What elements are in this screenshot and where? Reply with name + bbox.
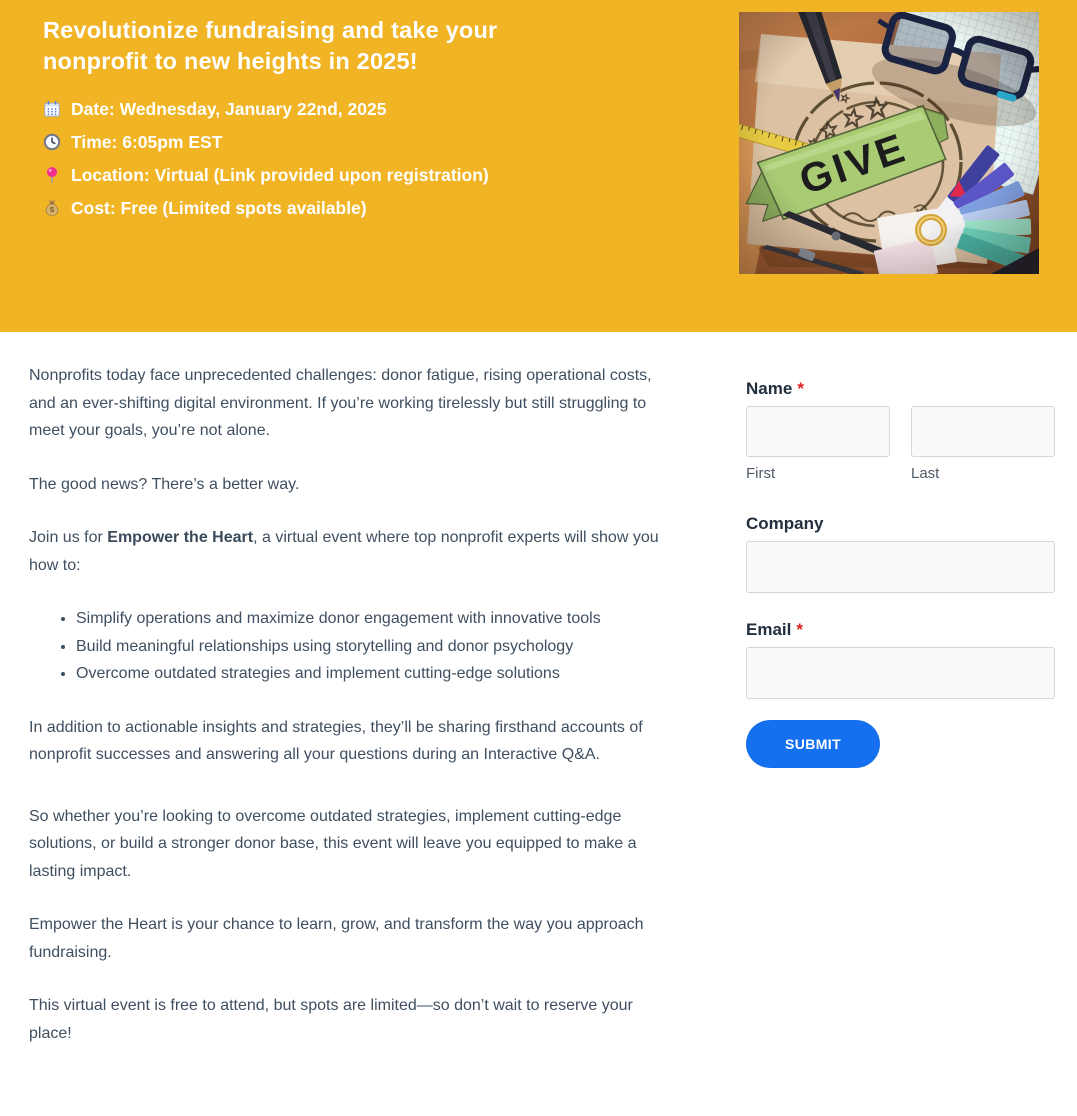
name-label: Name *	[746, 379, 804, 398]
event-name-bold: Empower the Heart	[107, 529, 254, 546]
impact-paragraph: So whether you’re looking to overcome outdated strategies, implement cutting-edge solutions, or build a stronger donor base, this event will leave you equipped to make a lasting impact.	[29, 807, 637, 880]
email-input[interactable]	[746, 647, 1055, 699]
email-field-group	[746, 619, 1055, 699]
chance-paragraph: Empower the Heart is your chance to learn, grow, and transform the way you approach fundraising.	[29, 916, 644, 961]
hero-image	[739, 12, 1039, 274]
join-us-prefix: Join us for	[29, 529, 108, 546]
intro-paragraph: Nonprofits today face unprecedented challenges: donor fatigue, rising operational costs, and an ever-shifting digital environment. If you’re working tirelessly but still struggling to meet your goals, you’re not alone.	[29, 367, 652, 439]
name-required-asterisk: *	[797, 379, 804, 398]
svg-text:$: $	[49, 205, 55, 215]
company-label: Company	[746, 514, 824, 533]
email-required-asterisk: *	[796, 620, 803, 639]
pin-icon	[43, 166, 61, 184]
event-title: Revolutionize fundraising and take your nonprofit to new heights in 2025!	[43, 17, 498, 74]
clock-icon	[43, 133, 61, 151]
company-field-group	[746, 513, 1055, 593]
hero-banner	[0, 0, 1077, 332]
benefit-item-1: • Simplify operations and maximize donor engagement with innovative tools	[76, 605, 621, 633]
email-label: Email *	[746, 620, 803, 639]
detail-location-text: Location: Virtual (Link provided upon registration)	[71, 165, 489, 185]
calendar-icon	[43, 100, 61, 118]
moneybag-icon	[43, 199, 61, 217]
name-field-group	[746, 378, 1055, 483]
benefits-list	[29, 605, 659, 688]
first-sublabel: First	[746, 465, 776, 482]
benefit-item-2: • Build meaningful relationships using storytelling and donor psychology	[76, 633, 621, 661]
good-news-paragraph: The good news? There’s a better way.	[29, 475, 300, 493]
first-name-input[interactable]	[746, 406, 890, 457]
detail-cost-text: Cost: Free (Limited spots available)	[71, 198, 367, 218]
main-content	[0, 332, 1077, 1073]
detail-time-text: Time: 6:05pm EST	[71, 132, 223, 152]
insights-paragraph: In addition to actionable insights and strategies, they’ll be sharing firsthand accounts of nonprofit successes and answering all your questions during an Interactive Q&A.	[29, 718, 643, 763]
registration-form	[746, 332, 1055, 768]
event-description	[29, 332, 659, 1073]
last-name-input[interactable]	[911, 406, 1055, 457]
submit-button[interactable]: SUBMIT	[746, 720, 880, 768]
last-sublabel: Last	[911, 465, 940, 482]
company-input[interactable]	[746, 541, 1055, 593]
closing-paragraph: This virtual event is free to attend, but spots are limited—so don’t wait to reserve your place!	[29, 997, 633, 1042]
benefit-item-3: • Overcome outdated strategies and implement cutting-edge solutions	[76, 660, 621, 688]
join-us-suffix: , a virtual event where top nonprofit experts will show you how to:	[29, 529, 659, 574]
detail-date-text: Date: Wednesday, January 22nd, 2025	[71, 99, 387, 119]
join-us-paragraph	[29, 524, 659, 579]
